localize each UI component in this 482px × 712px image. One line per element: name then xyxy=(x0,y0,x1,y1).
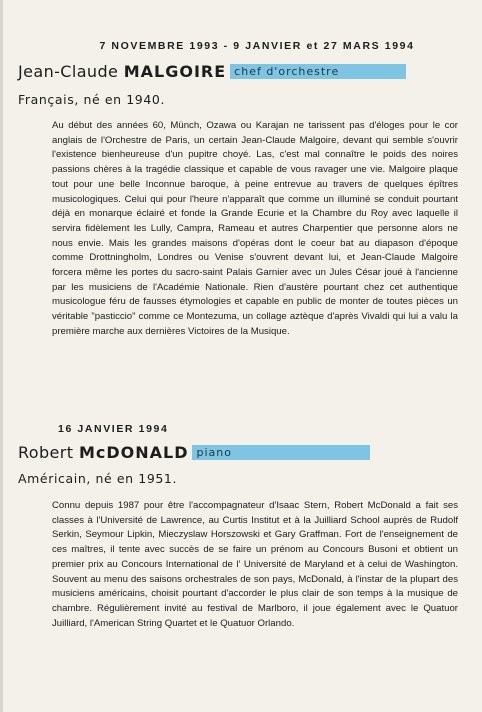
artist-role-badge: piano xyxy=(192,445,370,460)
artist-last-name: McDONALD xyxy=(78,443,189,462)
artist-origin: Français, né en 1940. xyxy=(18,92,166,107)
artist-heading xyxy=(18,443,370,462)
artist-name xyxy=(18,443,188,462)
performance-dates: 16 JANVIER 1994 xyxy=(58,423,169,435)
artist-name xyxy=(18,62,226,81)
artist-first-name: Robert xyxy=(18,443,79,462)
artist-heading xyxy=(18,62,406,81)
artist-last-name: MALGOIRE xyxy=(123,62,227,81)
artist-first-name: Jean-Claude xyxy=(18,62,124,81)
performance-dates: 7 NOVEMBRE 1993 - 9 JANVIER et 27 MARS 1994 xyxy=(99,40,415,52)
artist-origin: Américain, né en 1951. xyxy=(18,471,178,486)
artist-role-badge: chef d'orchestre xyxy=(230,64,406,79)
artist-biography: Connu depuis 1987 pour être l'accompagnateur d'Isaac Stern, Robert McDonald a fait ses classes à l'Université de Lawrence, au Curtis Institut et à la Juilliard School auprès de Rudolf Serkin, Seymour Lipkin, Mieczyslaw Horszowski et Gary Graffman. Fort de l'enseignement de ces maîtres, il tente avec succès de se faire un prénom au Concours Busoni et obtient un premier prix au Concours International de l' Université de Maryland et à celui de Washington. Souvent au menu des saisons orchestrales de son pays, McDonald, à l'instar de la plupart des musiciens américains, choisit pourtant d'accorder le plus clair de son temps à la musique de chambre. Régulièrement invité au festival de Marlboro, il joue également avec le Quatuor Juilliard, l'American String Quartet et le Quatuor Orlando. xyxy=(52,500,458,629)
page-spine xyxy=(0,0,3,712)
artist-biography: Au début des années 60, Münch, Ozawa ou Karajan ne tarissent pas d'éloges pour le cor anglais de l'Orchestre de Paris, un certain Jean-Claude Malgoire, devant qui semble s'ouvrir l'existence bienheureuse d'un pupitre choyé. Las, c'est mal connaître le poids des noires passions chères à la tragédie classique et capable de vous ravager une vie. Malgoire plaque tout pour une belle Inconnue baroque, à peine entrevue au travers de quelques épîtres musicologiques. Celui qui pour l'heure n'apparaît que comme un illuminé se conduit pourtant déjà en monarque éclairé et fonde la Grande Ecurie et la Chambre du Roy avec laquelle il servira fidèlement les Lully, Campra, Rameau et autres Charpentier que personne alors ne nous envie. Mais les grandes maisons d'opéras dont le coeur bat au diapason d'époque comme Drottningholm, Londres ou Venise s'ouvrent devant lui, et Jean-Claude Malgoire forcera même les portes du sacro-saint Palais Garnier avec un Jules César joué à l'ancienne par les musiciens de l'Académie Nationale. Rien d'austère pourtant chez cet authentique musicologue féru de fausses étymologies et capable en public de monter de toutes pièces un véritable "pasticcio" comme ce Montezuma, un collage aztèque d'après Vivaldi qui lui a valu la première marche aux dernières Victoires de la Musique. xyxy=(52,120,458,337)
